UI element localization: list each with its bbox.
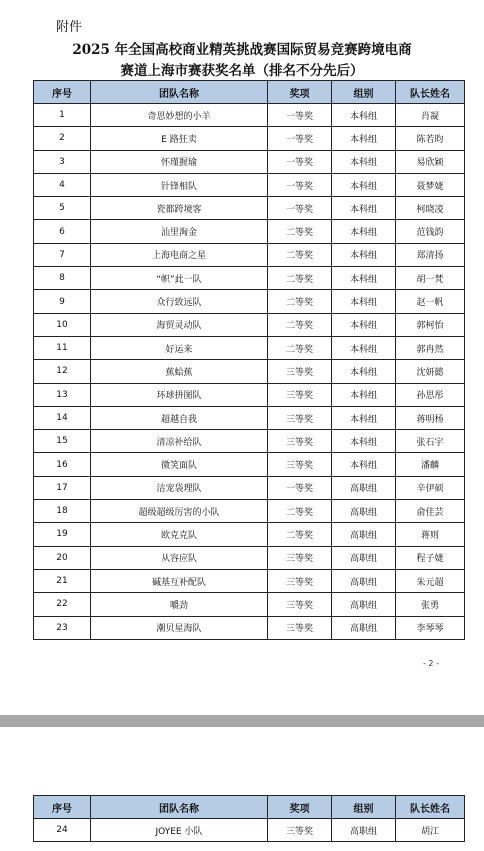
document-page-2	[0, 727, 484, 851]
cell-prize: 三等奖	[268, 569, 332, 592]
cell-number: 10	[34, 313, 91, 336]
cell-group: 高职组	[332, 546, 396, 569]
table-row	[34, 616, 465, 639]
cell-group: 高职组	[332, 569, 396, 592]
cell-number: 24	[34, 819, 91, 842]
cell-team-name: 欧克克队	[91, 523, 268, 546]
cell-number: 4	[34, 173, 91, 196]
cell-number: 22	[34, 593, 91, 616]
cell-group: 本科组	[332, 406, 396, 429]
cell-prize: 二等奖	[268, 336, 332, 359]
cell-captain: 肖凝	[396, 104, 465, 127]
cell-captain: 郭柯怡	[396, 313, 465, 336]
cell-group: 本科组	[332, 267, 396, 290]
cell-prize: 一等奖	[268, 476, 332, 499]
cell-captain: 蒋则	[396, 523, 465, 546]
table-row	[34, 593, 465, 616]
column-header-team: 团队名称	[91, 81, 268, 104]
cell-prize: 三等奖	[268, 546, 332, 569]
cell-prize: 二等奖	[268, 220, 332, 243]
table-row	[34, 406, 465, 429]
cell-number: 3	[34, 150, 91, 173]
cell-captain: 朱元超	[396, 569, 465, 592]
award-table	[33, 80, 465, 640]
table-row	[34, 127, 465, 150]
cell-team-name: 上海电商之星	[91, 243, 268, 266]
cell-captain: 柯晓凌	[396, 197, 465, 220]
cell-team-name: 环球拼图队	[91, 383, 268, 406]
cell-group: 高职组	[332, 819, 396, 842]
cell-prize: 三等奖	[268, 406, 332, 429]
cell-team-name: 海贸灵动队	[91, 313, 268, 336]
table-header-row	[34, 796, 465, 819]
cell-team-name: “帜”此一队	[91, 267, 268, 290]
table-row	[34, 150, 465, 173]
table-row	[34, 267, 465, 290]
cell-prize: 三等奖	[268, 360, 332, 383]
cell-prize: 三等奖	[268, 616, 332, 639]
cell-group: 本科组	[332, 150, 396, 173]
award-table-continued	[33, 795, 465, 842]
cell-number: 16	[34, 453, 91, 476]
cell-captain: 聂梦婕	[396, 173, 465, 196]
column-header-team: 团队名称	[91, 796, 268, 819]
cell-group: 本科组	[332, 127, 396, 150]
cell-captain: 张石宇	[396, 430, 465, 453]
table-row	[34, 523, 465, 546]
cell-captain: 赵一帆	[396, 290, 465, 313]
cell-group: 本科组	[332, 104, 396, 127]
cell-group: 本科组	[332, 383, 396, 406]
cell-team-name: 汕里淘金	[91, 220, 268, 243]
cell-group: 高职组	[332, 500, 396, 523]
cell-prize: 二等奖	[268, 243, 332, 266]
attachment-label: 附件	[56, 20, 83, 35]
table-row	[34, 173, 465, 196]
cell-number: 6	[34, 220, 91, 243]
column-header-group: 组别	[332, 81, 396, 104]
cell-team-name: 嚼劲	[91, 593, 268, 616]
cell-group: 高职组	[332, 616, 396, 639]
cell-number: 18	[34, 500, 91, 523]
column-header-group: 组别	[332, 796, 396, 819]
cell-captain: 郭冉然	[396, 336, 465, 359]
page-separator	[0, 715, 484, 727]
cell-captain: 辛伊硕	[396, 476, 465, 499]
cell-number: 7	[34, 243, 91, 266]
table-row	[34, 313, 465, 336]
page-number: - 2 -	[423, 659, 439, 668]
cell-number: 11	[34, 336, 91, 359]
cell-prize: 一等奖	[268, 104, 332, 127]
column-header-captain: 队长姓名	[396, 796, 465, 819]
cell-team-name: 众行致远队	[91, 290, 268, 313]
cell-prize: 三等奖	[268, 383, 332, 406]
cell-team-name: 超越自我	[91, 406, 268, 429]
cell-captain: 胡一梵	[396, 267, 465, 290]
cell-group: 本科组	[332, 220, 396, 243]
cell-team-name: 奇思妙想的小羊	[91, 104, 268, 127]
table-row	[34, 453, 465, 476]
cell-number: 23	[34, 616, 91, 639]
document-title-line-1: 2025 年全国高校商业精英挑战赛国际贸易竞赛跨境电商	[72, 42, 412, 58]
cell-prize: 二等奖	[268, 313, 332, 336]
cell-group: 高职组	[332, 523, 396, 546]
cell-group: 本科组	[332, 430, 396, 453]
cell-prize: 三等奖	[268, 430, 332, 453]
cell-captain: 李琴琴	[396, 616, 465, 639]
table-row	[34, 819, 465, 842]
cell-prize: 三等奖	[268, 819, 332, 842]
table-row	[34, 290, 465, 313]
cell-prize: 二等奖	[268, 267, 332, 290]
cell-number: 17	[34, 476, 91, 499]
cell-number: 12	[34, 360, 91, 383]
cell-group: 本科组	[332, 243, 396, 266]
cell-team-name: 蕉蛤蕉	[91, 360, 268, 383]
document-title-line-2: 赛道上海市赛获奖名单（排名不分先后）	[120, 63, 364, 79]
cell-prize: 三等奖	[268, 453, 332, 476]
cell-team-name: 潮贝星海队	[91, 616, 268, 639]
column-header-number: 序号	[34, 81, 91, 104]
table-row	[34, 360, 465, 383]
cell-captain: 郑清扬	[396, 243, 465, 266]
cell-team-name: 从容应队	[91, 546, 268, 569]
cell-captain: 范钱韵	[396, 220, 465, 243]
cell-prize: 二等奖	[268, 523, 332, 546]
cell-number: 2	[34, 127, 91, 150]
table-row	[34, 197, 465, 220]
cell-team-name: E 路狂卖	[91, 127, 268, 150]
cell-captain: 程子婕	[396, 546, 465, 569]
cell-number: 15	[34, 430, 91, 453]
cell-number: 1	[34, 104, 91, 127]
cell-group: 本科组	[332, 197, 396, 220]
cell-group: 本科组	[332, 173, 396, 196]
cell-team-name: 洁宠袋理队	[91, 476, 268, 499]
cell-captain: 沈妍懿	[396, 360, 465, 383]
cell-team-name: 碱基互补配队	[91, 569, 268, 592]
cell-team-name: 清凉补给队	[91, 430, 268, 453]
table-row	[34, 500, 465, 523]
table-row	[34, 546, 465, 569]
cell-team-name: 瓷都跨境客	[91, 197, 268, 220]
cell-team-name: 好运来	[91, 336, 268, 359]
cell-captain: 潘麟	[396, 453, 465, 476]
cell-number: 13	[34, 383, 91, 406]
table-row	[34, 220, 465, 243]
table-row	[34, 383, 465, 406]
cell-prize: 一等奖	[268, 150, 332, 173]
cell-number: 9	[34, 290, 91, 313]
cell-captain: 俞佳芸	[396, 500, 465, 523]
cell-group: 本科组	[332, 336, 396, 359]
cell-captain: 张勇	[396, 593, 465, 616]
cell-team-name: 超级超级厉害的小队	[91, 500, 268, 523]
column-header-captain: 队长姓名	[396, 81, 465, 104]
table-row	[34, 336, 465, 359]
cell-captain: 胡江	[396, 819, 465, 842]
cell-number: 5	[34, 197, 91, 220]
cell-number: 19	[34, 523, 91, 546]
table-row	[34, 430, 465, 453]
table-row	[34, 476, 465, 499]
cell-team-name: 针锋相队	[91, 173, 268, 196]
column-header-prize: 奖项	[268, 81, 332, 104]
cell-number: 21	[34, 569, 91, 592]
table-row	[34, 104, 465, 127]
cell-group: 本科组	[332, 313, 396, 336]
cell-prize: 三等奖	[268, 593, 332, 616]
cell-captain: 陈若昀	[396, 127, 465, 150]
column-header-number: 序号	[34, 796, 91, 819]
cell-team-name: JOYEE 小队	[91, 819, 268, 842]
table-row	[34, 243, 465, 266]
cell-captain: 易欣颖	[396, 150, 465, 173]
cell-group: 本科组	[332, 453, 396, 476]
cell-team-name: 怀瑾握瑜	[91, 150, 268, 173]
cell-prize: 二等奖	[268, 290, 332, 313]
table-header-row	[34, 81, 465, 104]
cell-group: 本科组	[332, 360, 396, 383]
cell-captain: 孙思彤	[396, 383, 465, 406]
cell-prize: 一等奖	[268, 197, 332, 220]
cell-group: 本科组	[332, 290, 396, 313]
cell-team-name: 微笑面队	[91, 453, 268, 476]
cell-number: 8	[34, 267, 91, 290]
cell-prize: 二等奖	[268, 500, 332, 523]
cell-captain: 蒋明杨	[396, 406, 465, 429]
cell-number: 14	[34, 406, 91, 429]
cell-number: 20	[34, 546, 91, 569]
column-header-prize: 奖项	[268, 796, 332, 819]
cell-prize: 一等奖	[268, 127, 332, 150]
cell-group: 高职组	[332, 593, 396, 616]
table-row	[34, 569, 465, 592]
cell-group: 高职组	[332, 476, 396, 499]
cell-prize: 一等奖	[268, 173, 332, 196]
